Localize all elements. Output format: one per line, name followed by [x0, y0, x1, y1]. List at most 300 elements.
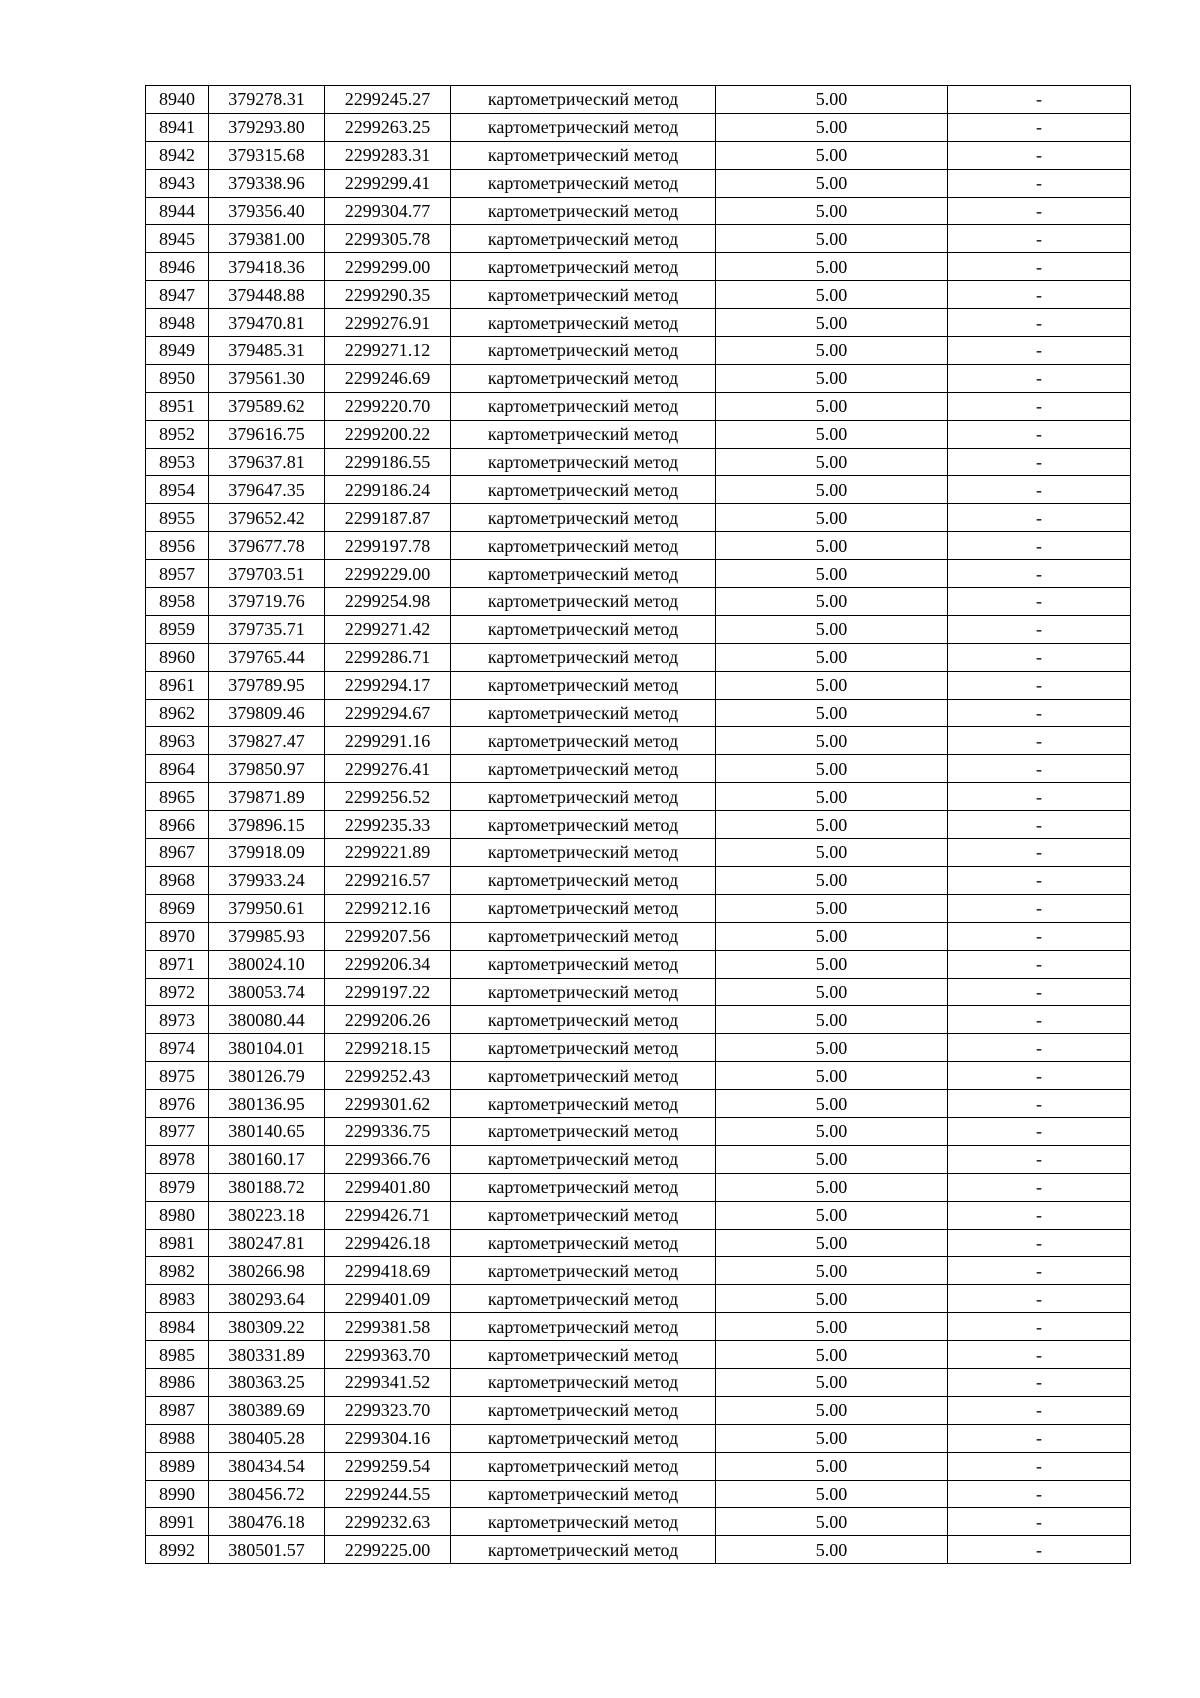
method-cell: картометрический метод [451, 1034, 716, 1062]
coordinates-table [145, 85, 1131, 1564]
x-coordinate-cell: 379871.89 [209, 783, 325, 811]
table-row [146, 866, 1131, 894]
point-number-cell: 8985 [146, 1341, 209, 1369]
method-cell: картометрический метод [451, 1341, 716, 1369]
x-coordinate-cell: 380126.79 [209, 1062, 325, 1090]
x-coordinate-cell: 380136.95 [209, 1090, 325, 1118]
accuracy-cell: 5.00 [716, 560, 948, 588]
y-coordinate-cell: 2299336.75 [325, 1117, 451, 1145]
y-coordinate-cell: 2299187.87 [325, 504, 451, 532]
x-coordinate-cell: 379616.75 [209, 420, 325, 448]
y-coordinate-cell: 2299263.25 [325, 113, 451, 141]
accuracy-cell: 5.00 [716, 1424, 948, 1452]
accuracy-cell: 5.00 [716, 1452, 948, 1480]
method-cell: картометрический метод [451, 1229, 716, 1257]
accuracy-cell: 5.00 [716, 783, 948, 811]
accuracy-cell: 5.00 [716, 671, 948, 699]
accuracy-cell: 5.00 [716, 1173, 948, 1201]
point-number-cell: 8942 [146, 141, 209, 169]
point-number-cell: 8987 [146, 1396, 209, 1424]
x-coordinate-cell: 379338.96 [209, 169, 325, 197]
table-row [146, 783, 1131, 811]
x-coordinate-cell: 379356.40 [209, 197, 325, 225]
point-number-cell: 8981 [146, 1229, 209, 1257]
x-coordinate-cell: 380266.98 [209, 1257, 325, 1285]
method-cell: картометрический метод [451, 141, 716, 169]
point-number-cell: 8962 [146, 699, 209, 727]
method-cell: картометрический метод [451, 839, 716, 867]
accuracy-cell: 5.00 [716, 615, 948, 643]
x-coordinate-cell: 379677.78 [209, 532, 325, 560]
point-number-cell: 8955 [146, 504, 209, 532]
note-cell: - [948, 1257, 1131, 1285]
point-number-cell: 8956 [146, 532, 209, 560]
y-coordinate-cell: 2299235.33 [325, 811, 451, 839]
method-cell: картометрический метод [451, 1006, 716, 1034]
x-coordinate-cell: 380389.69 [209, 1396, 325, 1424]
accuracy-cell: 5.00 [716, 504, 948, 532]
point-number-cell: 8974 [146, 1034, 209, 1062]
note-cell: - [948, 839, 1131, 867]
note-cell: - [948, 448, 1131, 476]
note-cell: - [948, 281, 1131, 309]
y-coordinate-cell: 2299299.00 [325, 253, 451, 281]
point-number-cell: 8983 [146, 1285, 209, 1313]
table-row [146, 448, 1131, 476]
note-cell: - [948, 894, 1131, 922]
accuracy-cell: 5.00 [716, 811, 948, 839]
note-cell: - [948, 1508, 1131, 1536]
x-coordinate-cell: 380188.72 [209, 1173, 325, 1201]
method-cell: картометрический метод [451, 532, 716, 560]
accuracy-cell: 5.00 [716, 1257, 948, 1285]
accuracy-cell: 5.00 [716, 1536, 948, 1564]
x-coordinate-cell: 379850.97 [209, 755, 325, 783]
note-cell: - [948, 671, 1131, 699]
y-coordinate-cell: 2299294.17 [325, 671, 451, 699]
x-coordinate-cell: 380405.28 [209, 1424, 325, 1452]
table-row [146, 588, 1131, 616]
x-coordinate-cell: 379278.31 [209, 86, 325, 114]
method-cell: картометрический метод [451, 950, 716, 978]
table-row [146, 113, 1131, 141]
point-number-cell: 8984 [146, 1313, 209, 1341]
method-cell: картометрический метод [451, 504, 716, 532]
table-row [146, 1257, 1131, 1285]
table-row [146, 755, 1131, 783]
method-cell: картометрический метод [451, 1201, 716, 1229]
x-coordinate-cell: 379448.88 [209, 281, 325, 309]
method-cell: картометрический метод [451, 1452, 716, 1480]
x-coordinate-cell: 379637.81 [209, 448, 325, 476]
note-cell: - [948, 866, 1131, 894]
table-row [146, 337, 1131, 365]
accuracy-cell: 5.00 [716, 1201, 948, 1229]
accuracy-cell: 5.00 [716, 643, 948, 671]
point-number-cell: 8989 [146, 1452, 209, 1480]
accuracy-cell: 5.00 [716, 1341, 948, 1369]
table-row [146, 1452, 1131, 1480]
note-cell: - [948, 811, 1131, 839]
method-cell: картометрический метод [451, 1173, 716, 1201]
table-row [146, 727, 1131, 755]
accuracy-cell: 5.00 [716, 1062, 948, 1090]
accuracy-cell: 5.00 [716, 141, 948, 169]
table-row [146, 1508, 1131, 1536]
x-coordinate-cell: 380456.72 [209, 1480, 325, 1508]
note-cell: - [948, 699, 1131, 727]
point-number-cell: 8988 [146, 1424, 209, 1452]
accuracy-cell: 5.00 [716, 448, 948, 476]
note-cell: - [948, 588, 1131, 616]
accuracy-cell: 5.00 [716, 420, 948, 448]
y-coordinate-cell: 2299259.54 [325, 1452, 451, 1480]
table-row [146, 922, 1131, 950]
y-coordinate-cell: 2299229.00 [325, 560, 451, 588]
table-row [146, 560, 1131, 588]
accuracy-cell: 5.00 [716, 113, 948, 141]
x-coordinate-cell: 379652.42 [209, 504, 325, 532]
accuracy-cell: 5.00 [716, 1006, 948, 1034]
point-number-cell: 8954 [146, 476, 209, 504]
table-row [146, 1341, 1131, 1369]
accuracy-cell: 5.00 [716, 1508, 948, 1536]
x-coordinate-cell: 379719.76 [209, 588, 325, 616]
point-number-cell: 8946 [146, 253, 209, 281]
y-coordinate-cell: 2299299.41 [325, 169, 451, 197]
y-coordinate-cell: 2299381.58 [325, 1313, 451, 1341]
y-coordinate-cell: 2299286.71 [325, 643, 451, 671]
accuracy-cell: 5.00 [716, 1368, 948, 1396]
method-cell: картометрический метод [451, 113, 716, 141]
y-coordinate-cell: 2299341.52 [325, 1368, 451, 1396]
point-number-cell: 8978 [146, 1145, 209, 1173]
method-cell: картометрический метод [451, 783, 716, 811]
accuracy-cell: 5.00 [716, 866, 948, 894]
table-row [146, 281, 1131, 309]
y-coordinate-cell: 2299426.18 [325, 1229, 451, 1257]
point-number-cell: 8966 [146, 811, 209, 839]
note-cell: - [948, 755, 1131, 783]
y-coordinate-cell: 2299186.24 [325, 476, 451, 504]
point-number-cell: 8948 [146, 309, 209, 337]
method-cell: картометрический метод [451, 615, 716, 643]
method-cell: картометрический метод [451, 1480, 716, 1508]
y-coordinate-cell: 2299276.91 [325, 309, 451, 337]
table-row [146, 1480, 1131, 1508]
table-row [146, 86, 1131, 114]
table-row [146, 978, 1131, 1006]
accuracy-cell: 5.00 [716, 699, 948, 727]
y-coordinate-cell: 2299254.98 [325, 588, 451, 616]
note-cell: - [948, 1145, 1131, 1173]
accuracy-cell: 5.00 [716, 1145, 948, 1173]
table-row [146, 1229, 1131, 1257]
note-cell: - [948, 950, 1131, 978]
note-cell: - [948, 476, 1131, 504]
table-row [146, 141, 1131, 169]
point-number-cell: 8952 [146, 420, 209, 448]
note-cell: - [948, 1368, 1131, 1396]
table-row [146, 197, 1131, 225]
note-cell: - [948, 532, 1131, 560]
note-cell: - [948, 309, 1131, 337]
note-cell: - [948, 783, 1131, 811]
note-cell: - [948, 1480, 1131, 1508]
table-row [146, 1006, 1131, 1034]
method-cell: картометрический метод [451, 448, 716, 476]
note-cell: - [948, 1341, 1131, 1369]
method-cell: картометрический метод [451, 1257, 716, 1285]
note-cell: - [948, 1229, 1131, 1257]
y-coordinate-cell: 2299283.31 [325, 141, 451, 169]
table-row [146, 811, 1131, 839]
x-coordinate-cell: 380309.22 [209, 1313, 325, 1341]
y-coordinate-cell: 2299294.67 [325, 699, 451, 727]
y-coordinate-cell: 2299186.55 [325, 448, 451, 476]
note-cell: - [948, 1536, 1131, 1564]
accuracy-cell: 5.00 [716, 392, 948, 420]
method-cell: картометрический метод [451, 253, 716, 281]
accuracy-cell: 5.00 [716, 1034, 948, 1062]
point-number-cell: 8970 [146, 922, 209, 950]
x-coordinate-cell: 380247.81 [209, 1229, 325, 1257]
point-number-cell: 8943 [146, 169, 209, 197]
table-row [146, 309, 1131, 337]
table-row [146, 1034, 1131, 1062]
y-coordinate-cell: 2299207.56 [325, 922, 451, 950]
note-cell: - [948, 615, 1131, 643]
accuracy-cell: 5.00 [716, 922, 948, 950]
note-cell: - [948, 643, 1131, 671]
method-cell: картометрический метод [451, 1062, 716, 1090]
point-number-cell: 8969 [146, 894, 209, 922]
method-cell: картометрический метод [451, 309, 716, 337]
x-coordinate-cell: 380024.10 [209, 950, 325, 978]
point-number-cell: 8951 [146, 392, 209, 420]
method-cell: картометрический метод [451, 643, 716, 671]
method-cell: картометрический метод [451, 755, 716, 783]
accuracy-cell: 5.00 [716, 1313, 948, 1341]
table-row [146, 1396, 1131, 1424]
method-cell: картометрический метод [451, 169, 716, 197]
x-coordinate-cell: 379589.62 [209, 392, 325, 420]
point-number-cell: 8986 [146, 1368, 209, 1396]
method-cell: картометрический метод [451, 1285, 716, 1313]
table-row [146, 699, 1131, 727]
accuracy-cell: 5.00 [716, 1480, 948, 1508]
method-cell: картометрический метод [451, 560, 716, 588]
y-coordinate-cell: 2299304.77 [325, 197, 451, 225]
point-number-cell: 8958 [146, 588, 209, 616]
point-number-cell: 8950 [146, 364, 209, 392]
method-cell: картометрический метод [451, 281, 716, 309]
x-coordinate-cell: 379827.47 [209, 727, 325, 755]
x-coordinate-cell: 379765.44 [209, 643, 325, 671]
y-coordinate-cell: 2299244.55 [325, 1480, 451, 1508]
y-coordinate-cell: 2299363.70 [325, 1341, 451, 1369]
point-number-cell: 8945 [146, 225, 209, 253]
method-cell: картометрический метод [451, 1508, 716, 1536]
method-cell: картометрический метод [451, 922, 716, 950]
note-cell: - [948, 1173, 1131, 1201]
method-cell: картометрический метод [451, 894, 716, 922]
x-coordinate-cell: 379735.71 [209, 615, 325, 643]
method-cell: картометрический метод [451, 420, 716, 448]
table-row [146, 1117, 1131, 1145]
point-number-cell: 8990 [146, 1480, 209, 1508]
table-row [146, 1062, 1131, 1090]
note-cell: - [948, 504, 1131, 532]
method-cell: картометрический метод [451, 866, 716, 894]
point-number-cell: 8941 [146, 113, 209, 141]
table-row [146, 1090, 1131, 1118]
y-coordinate-cell: 2299221.89 [325, 839, 451, 867]
method-cell: картометрический метод [451, 671, 716, 699]
y-coordinate-cell: 2299225.00 [325, 1536, 451, 1564]
table-row [146, 1368, 1131, 1396]
note-cell: - [948, 1396, 1131, 1424]
accuracy-cell: 5.00 [716, 309, 948, 337]
method-cell: картометрический метод [451, 588, 716, 616]
point-number-cell: 8953 [146, 448, 209, 476]
table-row [146, 894, 1131, 922]
y-coordinate-cell: 2299206.34 [325, 950, 451, 978]
table-row [146, 1536, 1131, 1564]
method-cell: картометрический метод [451, 811, 716, 839]
y-coordinate-cell: 2299366.76 [325, 1145, 451, 1173]
note-cell: - [948, 727, 1131, 755]
method-cell: картометрический метод [451, 392, 716, 420]
x-coordinate-cell: 380331.89 [209, 1341, 325, 1369]
point-number-cell: 8992 [146, 1536, 209, 1564]
note-cell: - [948, 197, 1131, 225]
method-cell: картометрический метод [451, 1117, 716, 1145]
table-row [146, 476, 1131, 504]
accuracy-cell: 5.00 [716, 281, 948, 309]
point-number-cell: 8949 [146, 337, 209, 365]
y-coordinate-cell: 2299401.09 [325, 1285, 451, 1313]
method-cell: картометрический метод [451, 1368, 716, 1396]
table-row [146, 1313, 1131, 1341]
note-cell: - [948, 1090, 1131, 1118]
point-number-cell: 8967 [146, 839, 209, 867]
note-cell: - [948, 1117, 1131, 1145]
table-row [146, 950, 1131, 978]
x-coordinate-cell: 380053.74 [209, 978, 325, 1006]
x-coordinate-cell: 380501.57 [209, 1536, 325, 1564]
note-cell: - [948, 253, 1131, 281]
point-number-cell: 8959 [146, 615, 209, 643]
note-cell: - [948, 1313, 1131, 1341]
method-cell: картометрический метод [451, 1145, 716, 1173]
y-coordinate-cell: 2299246.69 [325, 364, 451, 392]
x-coordinate-cell: 379809.46 [209, 699, 325, 727]
x-coordinate-cell: 380434.54 [209, 1452, 325, 1480]
x-coordinate-cell: 379896.15 [209, 811, 325, 839]
accuracy-cell: 5.00 [716, 755, 948, 783]
table-row [146, 1424, 1131, 1452]
accuracy-cell: 5.00 [716, 1396, 948, 1424]
x-coordinate-cell: 380104.01 [209, 1034, 325, 1062]
method-cell: картометрический метод [451, 337, 716, 365]
note-cell: - [948, 560, 1131, 588]
x-coordinate-cell: 380080.44 [209, 1006, 325, 1034]
method-cell: картометрический метод [451, 1424, 716, 1452]
table-row [146, 1285, 1131, 1313]
y-coordinate-cell: 2299216.57 [325, 866, 451, 894]
point-number-cell: 8947 [146, 281, 209, 309]
note-cell: - [948, 1285, 1131, 1313]
y-coordinate-cell: 2299276.41 [325, 755, 451, 783]
table-row [146, 839, 1131, 867]
table-row [146, 1145, 1131, 1173]
x-coordinate-cell: 379470.81 [209, 309, 325, 337]
table-row [146, 615, 1131, 643]
x-coordinate-cell: 380476.18 [209, 1508, 325, 1536]
note-cell: - [948, 1062, 1131, 1090]
method-cell: картометрический метод [451, 727, 716, 755]
y-coordinate-cell: 2299426.71 [325, 1201, 451, 1229]
method-cell: картометрический метод [451, 1090, 716, 1118]
point-number-cell: 8965 [146, 783, 209, 811]
note-cell: - [948, 1424, 1131, 1452]
table-row [146, 643, 1131, 671]
y-coordinate-cell: 2299304.16 [325, 1424, 451, 1452]
x-coordinate-cell: 379985.93 [209, 922, 325, 950]
accuracy-cell: 5.00 [716, 978, 948, 1006]
accuracy-cell: 5.00 [716, 727, 948, 755]
y-coordinate-cell: 2299212.16 [325, 894, 451, 922]
table-row [146, 253, 1131, 281]
note-cell: - [948, 1201, 1131, 1229]
point-number-cell: 8961 [146, 671, 209, 699]
x-coordinate-cell: 379293.80 [209, 113, 325, 141]
accuracy-cell: 5.00 [716, 1117, 948, 1145]
accuracy-cell: 5.00 [716, 1090, 948, 1118]
method-cell: картометрический метод [451, 197, 716, 225]
y-coordinate-cell: 2299200.22 [325, 420, 451, 448]
point-number-cell: 8960 [146, 643, 209, 671]
accuracy-cell: 5.00 [716, 337, 948, 365]
method-cell: картометрический метод [451, 1536, 716, 1564]
y-coordinate-cell: 2299271.42 [325, 615, 451, 643]
point-number-cell: 8957 [146, 560, 209, 588]
table-row [146, 671, 1131, 699]
y-coordinate-cell: 2299232.63 [325, 1508, 451, 1536]
x-coordinate-cell: 379418.36 [209, 253, 325, 281]
point-number-cell: 8975 [146, 1062, 209, 1090]
point-number-cell: 8976 [146, 1090, 209, 1118]
x-coordinate-cell: 379789.95 [209, 671, 325, 699]
y-coordinate-cell: 2299301.62 [325, 1090, 451, 1118]
x-coordinate-cell: 380293.64 [209, 1285, 325, 1313]
method-cell: картометрический метод [451, 978, 716, 1006]
accuracy-cell: 5.00 [716, 253, 948, 281]
table-body [146, 86, 1131, 1564]
table-row [146, 1173, 1131, 1201]
accuracy-cell: 5.00 [716, 588, 948, 616]
x-coordinate-cell: 379933.24 [209, 866, 325, 894]
table-row [146, 1201, 1131, 1229]
x-coordinate-cell: 380223.18 [209, 1201, 325, 1229]
point-number-cell: 8971 [146, 950, 209, 978]
accuracy-cell: 5.00 [716, 364, 948, 392]
x-coordinate-cell: 379381.00 [209, 225, 325, 253]
x-coordinate-cell: 379561.30 [209, 364, 325, 392]
accuracy-cell: 5.00 [716, 894, 948, 922]
y-coordinate-cell: 2299197.78 [325, 532, 451, 560]
